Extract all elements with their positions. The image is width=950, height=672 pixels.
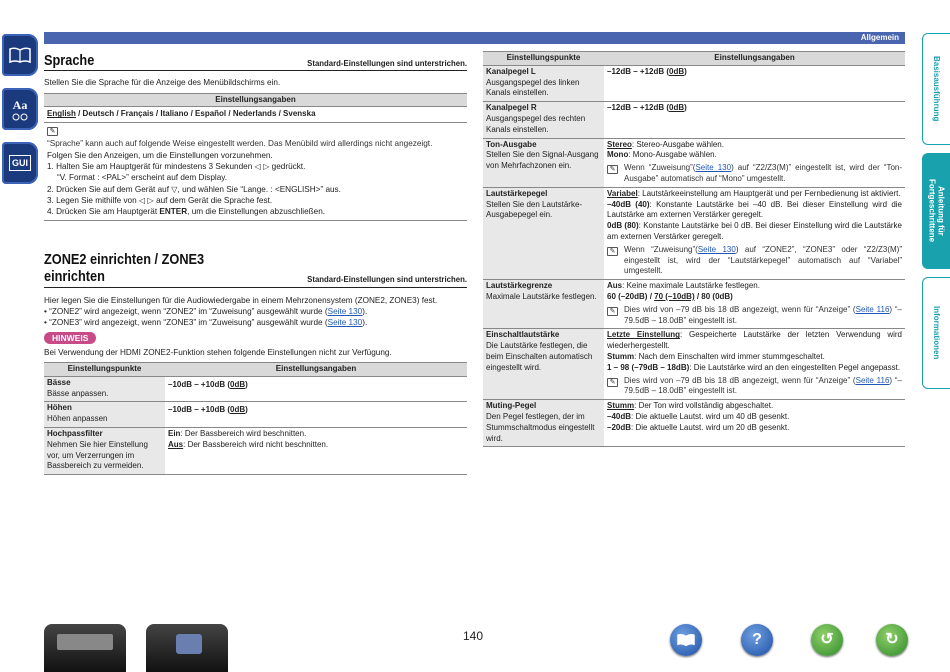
row-desc: Den Pegel festlegen, der im Stummschaltmodus eingestellt wird. — [486, 411, 595, 443]
right-settings-table-wrap — [483, 51, 905, 447]
note-icon: ✎ — [607, 307, 618, 316]
hinweis-text: Bei Verwendung der HDMI ZONE2-Funktion stehen folgende Einstellungen nicht zur Verfügung. — [44, 347, 392, 357]
page-link-130[interactable]: Seite 130 — [327, 306, 363, 316]
zone-std-note: Standard-Einstellungen sind unterstrichen. — [307, 274, 467, 284]
row-value: Variabel: Lautstärkeeinstellung am Hauptgerät und per Fernbedienung ist aktiviert. –40dB (40): Konstante Lautstärke bei –40 dB. Bei dieser Einstellung wird die Lautstärke am externen Verstärker geregelt. 0dB (80): Konstante Lautstärke bei 0 dB. Bei dieser Einstellung wird die Lautstärke am externen Verstärker geregelt. ✎ Wenn “Zuweisung”(Seite 130) auf “ZONE2”, “ZONE3” oder “Z2/Z3(M)” eingestellt ist, wird der “Lautstärkepegel” automatisch auf “Variabel” umgestellt. — [604, 187, 905, 279]
row-title: Lautstärkepegel — [486, 188, 548, 198]
table-row — [483, 400, 905, 447]
zone-intro: Hier legen Sie die Einstellungen für die Audiowiedergabe in einem Mehrzonensystem (ZONE2, ZONE3) fest. — [44, 295, 438, 305]
row-desc: Stellen Sie den Lautstärke-Ausgabepegel ein. — [486, 199, 583, 220]
row-title: Einschaltlautstärke — [486, 330, 560, 340]
row-value: –10dB – +10dB (0dB) — [165, 376, 467, 402]
sprache-intro: Stellen Sie die Sprache für die Anzeige des Menübildschirms ein. — [44, 78, 281, 88]
row-desc: Bässe anpassen. — [47, 388, 109, 398]
device-front-image — [44, 624, 126, 672]
gui-icon[interactable]: GUI — [2, 142, 38, 184]
table-row — [483, 138, 905, 187]
row-title: Muting-Pegel — [486, 401, 537, 411]
zone-bullet-2: • “ZONE3” wird angezeigt, wenn “ZONE3” im “Zuweisung” ausgewählt wurde (Seite 130). — [44, 318, 368, 328]
book-icon[interactable] — [2, 34, 38, 76]
page-link-130[interactable]: Seite 130 — [695, 163, 732, 173]
note-block: ✎ Dies wird von –79 dB bis 18 dB angezeigt, wenn für “Anzeige” (Seite 116) “–79.5dB – 18.0dB” eingestellt ist. — [607, 376, 902, 398]
section-header-bar — [44, 32, 905, 44]
row-title: Kanalpegel R — [486, 103, 537, 113]
zone-title-line1: ZONE2 einrichten / ZONE3 — [44, 251, 205, 268]
row-value: Aus: Keine maximale Lautstärke festlegen. 60 (–20dB) / 70 (–10dB) / 80 (0dB) ✎ Dies wird von –79 dB bis 18 dB angezeigt, wenn für “Anzeige” (Seite 116) “–79.5dB – 18.0dB” eingestellt ist. — [604, 280, 905, 329]
device-rear-image — [146, 624, 228, 672]
note-icon: ✎ — [47, 127, 58, 136]
sprache-section — [44, 52, 467, 221]
sprache-table-header: Einstellungsangaben — [44, 93, 467, 107]
row-title: Hochpassfilter — [47, 429, 103, 439]
book-button-icon[interactable] — [670, 624, 702, 656]
table-row — [44, 376, 467, 402]
col-header-angaben: Einstellungsangaben — [604, 52, 905, 66]
zone-bullet-1: • “ZONE2” wird angezeigt, wenn “ZONE2” im “Zuweisung” ausgewählt wurde (Seite 130). — [44, 306, 368, 316]
note-block: ✎ Wenn “Zuweisung”(Seite 130) auf “Z2/Z3(M)” eingestellt ist, wird der “Ton-Ausgabe” automatisch auf “Mono” umgestellt. — [607, 163, 902, 185]
sprache-note-block — [44, 122, 467, 218]
table-row — [483, 102, 905, 138]
page-link-116[interactable]: Seite 116 — [855, 375, 890, 385]
row-value: –12dB – +12dB (0dB) — [604, 102, 905, 138]
row-value: Ein: Der Bassbereich wird beschnitten. Aus: Der Bassbereich wird nicht beschnitten. — [165, 428, 467, 475]
note-block: ✎ Dies wird von –79 dB bis 18 dB angezeigt, wenn für “Anzeige” (Seite 116) “–79.5dB – 18.0dB” eingestellt ist. — [607, 305, 902, 327]
table-row — [44, 402, 467, 428]
table-row — [44, 428, 467, 475]
sprache-note-text: “Sprache” kann auch auf folgende Weise eingestellt werden. Das Menübild wird allerdings nicht angezeigt. — [47, 139, 433, 149]
step-1b: “V. Format : <PAL>” erscheint auf dem Display. — [57, 173, 228, 183]
note-icon: ✎ — [607, 247, 618, 256]
language-options: English / Deutsch / Français / Italiano / Español / Nederlands / Svenska — [47, 109, 316, 119]
row-desc: Ausgangspegel des linken Kanals einstellen. — [486, 77, 580, 98]
help-button-icon[interactable]: ? — [741, 624, 773, 656]
table-row — [483, 280, 905, 329]
right-settings-table — [483, 51, 905, 447]
row-title: Kanalpegel L — [486, 66, 536, 76]
table-row — [483, 65, 905, 101]
section-title: Allgemein — [860, 33, 899, 42]
sprache-title: Sprache — [44, 52, 95, 69]
back-button-icon[interactable]: ↺ — [811, 624, 843, 656]
page-link-130[interactable]: Seite 130 — [697, 244, 736, 254]
row-value: Stereo: Stereo-Ausgabe wählen. Mono: Mono-Ausgabe wählen. ✎ Wenn “Zuweisung”(Seite 130) auf “Z2/Z3(M)” eingestellt ist, wird der “Ton-Ausgabe” automatisch auf “Mono” umgestellt. — [604, 138, 905, 187]
row-title: Höhen — [47, 403, 72, 413]
col-header-angaben: Einstellungsangaben — [165, 363, 467, 377]
row-desc: Nehmen Sie hier Einstellung vor, um Verzerrungen im Bassbereich zu vermeiden. — [47, 439, 148, 471]
row-desc: Maximale Lautstärke festlegen. — [486, 291, 597, 301]
hinweis-badge: HINWEIS — [44, 332, 96, 344]
row-title: Bässe — [47, 377, 71, 387]
page-link-130[interactable]: Seite 130 — [327, 318, 363, 328]
tab-informationen[interactable]: Informationen — [922, 277, 950, 389]
tab-fortgeschrittene[interactable]: Anleitung für Fortgeschrittene — [922, 153, 950, 269]
note-block: ✎ Wenn “Zuweisung”(Seite 130) auf “ZONE2”, “ZONE3” oder “Z2/Z3(M)” eingestellt ist, wird der “Lautstärkepegel” automatisch auf “Variabel” umgestellt. — [607, 245, 902, 277]
note-icon: ✎ — [607, 165, 618, 174]
zone-title-line2: einrichten — [44, 268, 105, 286]
row-title: Lautstärkegrenze — [486, 281, 553, 291]
row-value: –12dB – +12dB (0dB) — [604, 65, 905, 101]
row-desc: Höhen anpassen — [47, 414, 108, 424]
steps-intro: Folgen Sie den Anzeigen, um die Einstellungen vorzunehmen. — [47, 150, 273, 160]
row-value: –10dB – +10dB (0dB) — [165, 402, 467, 428]
enter-key-label: ENTER — [159, 207, 188, 217]
step-1: 1. Halten Sie am Hauptgerät für mindestens 3 Sekunden ◁ ▷ gedrückt. — [47, 162, 306, 172]
tab-basisausfuehrung[interactable]: Basisausführung — [922, 33, 950, 145]
col-header-punkte: Einstellungspunkte — [483, 52, 604, 66]
row-value: Stumm: Der Ton wird vollständig abgeschaltet. –40dB: Die aktuelle Lautst. wird um 40 dB gesenkt. –20dB: Die aktuelle Lautst. wird um 20 dB gesenkt. — [604, 400, 905, 447]
note-icon: ✎ — [607, 378, 618, 387]
aa-icon[interactable]: Aa — [2, 88, 38, 130]
page-link-116[interactable]: Seite 116 — [855, 304, 890, 314]
zone-section — [44, 251, 467, 475]
forward-button-icon[interactable]: ↻ — [876, 624, 908, 656]
step-4: 4. Drücken Sie am Hauptgerät ENTER, um die Einstellungen abzuschließen. — [47, 207, 326, 217]
col-header-punkte: Einstellungspunkte — [44, 363, 165, 377]
step-2: 2. Drücken Sie auf dem Gerät auf ▽, und wählen Sie “Lange. : <ENGLISH>” aus. — [47, 184, 341, 194]
zone-table — [44, 362, 467, 475]
row-value: Letzte Einstellung: Gespeicherte Lautstärke der letzten Verwendung wird wiederhergestellt. Stumm: Nach dem Einschalten wird immer stummgeschaltet. 1 – 98 (–79dB – 18dB): Die Lautstärke wird an den eingestellten Pegel angepasst. ✎ Dies wird von –79 dB bis 18 dB angezeigt, wenn für “Anzeige” (Seite 116) “–79.5dB – 18.0dB” eingestellt ist. — [604, 329, 905, 400]
table-row — [483, 329, 905, 400]
row-desc: Ausgangspegel des rechten Kanals einstellen. — [486, 113, 586, 134]
row-desc: Stellen Sie den Signal-Ausgang von Mehrfachzonen ein. — [486, 150, 599, 171]
step-3: 3. Legen Sie mithilfe von ◁ ▷ auf dem Gerät die Sprache fest. — [47, 196, 273, 206]
sprache-std-note: Standard-Einstellungen sind unterstrichen. — [307, 58, 467, 68]
table-row — [483, 187, 905, 279]
row-title: Ton-Ausgabe — [486, 139, 537, 149]
sprache-table — [44, 93, 467, 123]
page-number: 140 — [463, 629, 484, 643]
row-desc: Die Lautstärke festlegen, die beim Einschalten automatisch eingestellt wird. — [486, 341, 593, 372]
